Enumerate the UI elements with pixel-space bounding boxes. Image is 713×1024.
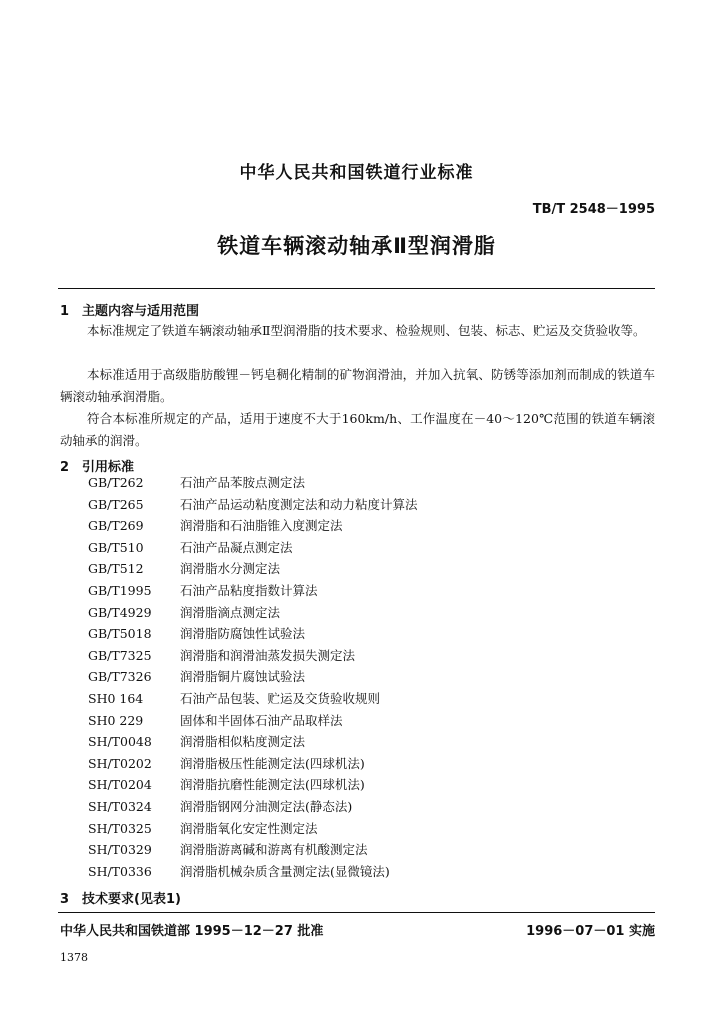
reference-code: GB/T265 [88, 496, 144, 512]
reference-code: SH/T0336 [88, 863, 152, 879]
reference-item [88, 494, 648, 516]
bottom-divider [58, 912, 655, 913]
section-1-paragraph-3: 符合本标准所规定的产品，适用于速度不大于160km/h、工作温度在－40～120℃范围的铁道车辆滚动轴承的润滑。 [60, 411, 655, 448]
section-3-number: 3 [60, 892, 70, 907]
reference-name: 润滑脂和石油脂锥入度测定法 [180, 518, 343, 534]
reference-item [88, 515, 648, 537]
reference-code: SH/T0204 [88, 777, 152, 793]
section-2-title: 引用标准 [82, 460, 135, 475]
reference-code: SH0 229 [88, 712, 144, 728]
reference-item [88, 537, 648, 559]
page-number: 1378 [60, 951, 88, 964]
reference-name: 润滑脂水分测定法 [180, 561, 281, 577]
reference-item [88, 602, 648, 624]
reference-name: 润滑脂相似粘度测定法 [180, 734, 306, 750]
document-title: 铁道车辆滚动轴承Ⅱ型润滑脂 [217, 234, 496, 258]
reference-item [88, 666, 648, 688]
reference-name: 润滑脂极压性能测定法(四球机法) [180, 755, 365, 771]
reference-code: GB/T5018 [88, 626, 152, 642]
reference-item [88, 558, 648, 580]
reference-code: SH/T0325 [88, 820, 152, 836]
section-3-title: 技术要求(见表1) [82, 892, 181, 907]
reference-name: 润滑脂滴点测定法 [180, 604, 281, 620]
effective-date: 1996－07－01 实施 [526, 924, 655, 939]
reference-name: 石油产品包装、贮运及交货验收规则 [180, 690, 381, 706]
reference-name: 润滑脂氧化安定性测定法 [180, 820, 318, 836]
reference-name: 石油产品凝点测定法 [180, 539, 293, 555]
reference-name: 润滑脂防腐蚀性试验法 [180, 626, 306, 642]
reference-name: 石油产品苯胺点测定法 [180, 475, 306, 490]
section-1-paragraph-1: 本标准规定了铁道车辆滚动轴承Ⅱ型润滑脂的技术要求、检验规则、包装、标志、贮运及交货验收等。 [87, 323, 646, 338]
reference-code: GB/T7325 [88, 647, 152, 663]
section-3-heading [60, 888, 181, 907]
reference-code: SH0 164 [88, 690, 144, 706]
reference-item [88, 731, 648, 753]
reference-item [88, 580, 648, 602]
reference-code: GB/T4929 [88, 604, 152, 620]
reference-name: 固体和半固体石油产品取样法 [180, 712, 343, 728]
reference-item [88, 796, 648, 818]
reference-code: GB/T269 [88, 518, 144, 534]
reference-item [88, 774, 648, 796]
approval-line: 中华人民共和国铁道部 1995－12－27 批准 [60, 924, 324, 939]
reference-name: 润滑脂铜片腐蚀试验法 [180, 669, 306, 685]
org-title: 中华人民共和国铁道行业标准 [239, 163, 474, 183]
reference-code: GB/T512 [88, 561, 144, 577]
reference-item [88, 753, 648, 775]
section-1-number: 1 [60, 304, 70, 319]
reference-item [88, 839, 648, 861]
reference-item [88, 710, 648, 732]
reference-name: 润滑脂游离碱和游离有机酸测定法 [180, 842, 368, 858]
reference-name: 石油产品粘度指数计算法 [180, 582, 318, 598]
reference-item [88, 688, 648, 710]
standard-code: TB/T 2548－1995 [532, 202, 655, 217]
reference-code: SH/T0202 [88, 755, 152, 771]
reference-code: GB/T7326 [88, 669, 152, 685]
section-1-paragraph-2: 本标准适用于高级脂肪酸锂－钙皂稠化精制的矿物润滑油，并加入抗氧、防锈等添加剂而制成的铁道车辆滚动轴承润滑脂。 [60, 367, 655, 404]
top-divider [58, 288, 655, 289]
reference-code: GB/T1995 [88, 582, 152, 598]
reference-code: SH/T0329 [88, 842, 152, 858]
reference-code: GB/T262 [88, 475, 144, 490]
reference-item [88, 472, 648, 494]
reference-code: GB/T510 [88, 539, 144, 555]
reference-code: SH/T0048 [88, 734, 152, 750]
reference-name: 润滑脂钢网分油测定法(静态法) [180, 798, 353, 814]
reference-list [88, 472, 648, 882]
section-2-number: 2 [60, 460, 70, 475]
reference-item [88, 818, 648, 840]
reference-name: 润滑脂和润滑油蒸发损失测定法 [180, 647, 356, 663]
section-1-heading [60, 300, 199, 319]
reference-name: 润滑脂机械杂质含量测定法(显微镜法) [180, 863, 390, 879]
reference-item [88, 623, 648, 645]
reference-item [88, 861, 648, 883]
reference-name: 润滑脂抗磨性能测定法(四球机法) [180, 777, 365, 793]
reference-name: 石油产品运动粘度测定法和动力粘度计算法 [180, 496, 418, 512]
reference-item [88, 645, 648, 667]
section-1-title: 主题内容与适用范围 [82, 304, 200, 319]
reference-code: SH/T0324 [88, 798, 152, 814]
